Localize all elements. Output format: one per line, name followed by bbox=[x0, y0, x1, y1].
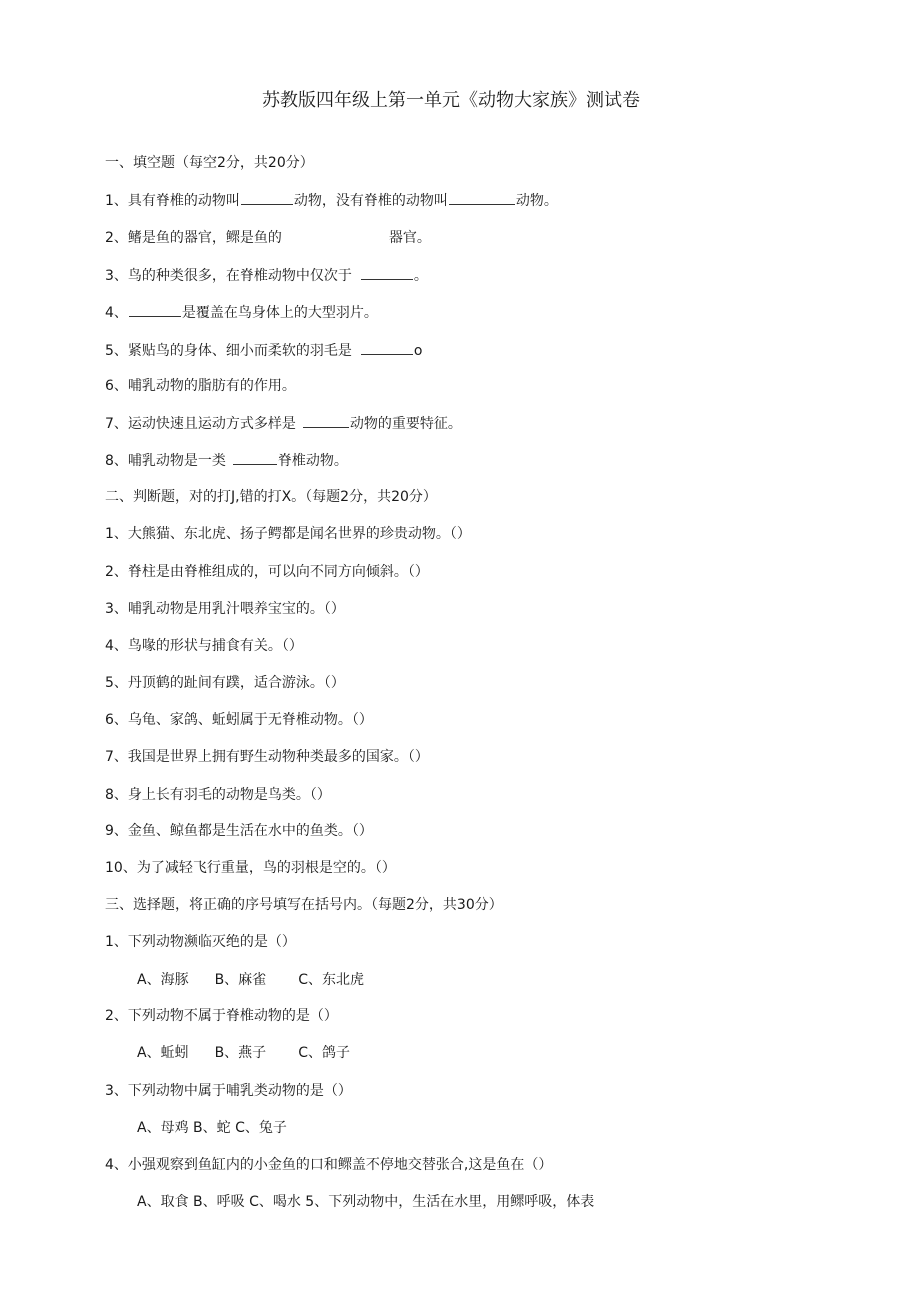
choice-options-2 bbox=[137, 1043, 350, 1063]
choice-options-4[interactable]: A、取食 B、呼吸 C、喝水 5、下列动物中，生活在水里，用鳏呼吸，体表 bbox=[137, 1194, 595, 1210]
judge-question-10: 10、为了减轻飞行重量，鸟的羽根是空的。（） bbox=[105, 860, 396, 876]
q7-text-a: 7、运动快速且运动方式多样是 bbox=[105, 416, 296, 432]
option-b[interactable]: B、燕子 bbox=[214, 1045, 267, 1061]
judge-question-5: 5、丹顶鹤的趾间有蹼，适合游泳。（） bbox=[105, 675, 345, 691]
q4-text-b: 是覆盖在鸟身体上的大型羽片。 bbox=[181, 305, 378, 321]
option-c[interactable]: C、东北虎 bbox=[298, 972, 364, 988]
page-title: 苏教版四年级上第一单元《动物大家族》测试卷 bbox=[262, 90, 640, 111]
choice-question-2: 2、下列动物不属于脊椎动物的是（） bbox=[105, 1008, 338, 1024]
fill-question-5 bbox=[105, 340, 422, 360]
choice-question-1: 1、下列动物濒临灭绝的是（） bbox=[105, 934, 296, 950]
answer-blank[interactable] bbox=[449, 190, 515, 205]
answer-blank[interactable] bbox=[129, 302, 181, 317]
answer-blank[interactable] bbox=[361, 265, 413, 280]
q1-text-a: 1、具有脊椎的动物叫 bbox=[105, 193, 240, 209]
answer-blank[interactable] bbox=[233, 450, 277, 465]
q5-text-a: 5、紧贴鸟的身体、细小而柔软的羽毛是 bbox=[105, 343, 352, 359]
q8-text-b: 脊椎动物。 bbox=[277, 453, 348, 469]
choice-options-3[interactable]: A、母鸡 B、蛇 C、兔子 bbox=[137, 1120, 287, 1136]
fill-question-6: 6、哺乳动物的脂肪有的作用。 bbox=[105, 378, 296, 394]
q1-text-b: 动物，没有脊椎的动物叫 bbox=[293, 193, 448, 209]
section1-heading: 一、填空题（每空2分，共20分） bbox=[105, 155, 314, 171]
option-c[interactable]: C、鸽子 bbox=[298, 1045, 350, 1061]
choice-options-1 bbox=[137, 970, 364, 990]
q3-text-b: 。 bbox=[413, 268, 428, 284]
judge-question-7: 7、我国是世界上拥有野生动物种类最多的国家。（） bbox=[105, 749, 429, 765]
fill-question-7 bbox=[105, 413, 462, 433]
judge-question-3: 3、哺乳动物是用乳汁喂养宝宝的。（） bbox=[105, 601, 345, 617]
answer-blank[interactable] bbox=[241, 190, 293, 205]
judge-question-6: 6、乌龟、家鸽、蚯蚓属于无脊椎动物。（） bbox=[105, 712, 373, 728]
fill-question-1 bbox=[105, 190, 558, 210]
q5-text-b: o bbox=[413, 343, 423, 359]
q4-text-a: 4、 bbox=[105, 305, 128, 321]
judge-question-2: 2、脊柱是由脊椎组成的，可以向不同方向倾斜。（） bbox=[105, 564, 429, 580]
option-a[interactable]: A、海豚 bbox=[137, 972, 189, 988]
answer-blank[interactable] bbox=[361, 340, 413, 355]
q1-text-c: 动物。 bbox=[515, 193, 558, 209]
choice-question-4: 4、小强观察到鱼缸内的小金鱼的口和鳏盖不停地交替张合,这是鱼在（） bbox=[105, 1157, 553, 1173]
judge-question-8: 8、身上长有羽毛的动物是鸟类。（） bbox=[105, 787, 331, 803]
section3-heading: 三、选择题，将正确的序号填写在括号内。（每题2分，共30分） bbox=[105, 897, 503, 913]
fill-question-4 bbox=[105, 302, 378, 322]
q8-text-a: 8、哺乳动物是一类 bbox=[105, 453, 226, 469]
section2-heading: 二、判断题，对的打J,错的打X。（每题2分，共20分） bbox=[105, 489, 437, 505]
choice-question-3: 3、下列动物中属于哺乳类动物的是（） bbox=[105, 1083, 352, 1099]
judge-question-9: 9、金鱼、鲸鱼都是生活在水中的鱼类。（） bbox=[105, 823, 373, 839]
q2-text-b: 器官。 bbox=[388, 230, 431, 246]
option-b[interactable]: B、麻雀 bbox=[214, 972, 267, 988]
q2-text-a: 2、鳍是鱼的器官，鳏是鱼的 bbox=[105, 230, 282, 246]
option-a[interactable]: A、蚯蚓 bbox=[137, 1045, 189, 1061]
answer-blank[interactable] bbox=[303, 413, 349, 428]
judge-question-4: 4、鸟喙的形状与捕食有关。（） bbox=[105, 638, 303, 654]
judge-question-1: 1、大熊猫、东北虎、扬子鳄都是闻名世界的珍贵动物。（） bbox=[105, 526, 471, 542]
fill-question-2 bbox=[105, 228, 431, 248]
fill-question-3 bbox=[105, 265, 428, 285]
fill-question-8 bbox=[105, 450, 348, 470]
q3-text-a: 3、鸟的种类很多，在脊椎动物中仅次于 bbox=[105, 268, 352, 284]
q7-text-b: 动物的重要特征。 bbox=[349, 416, 462, 432]
